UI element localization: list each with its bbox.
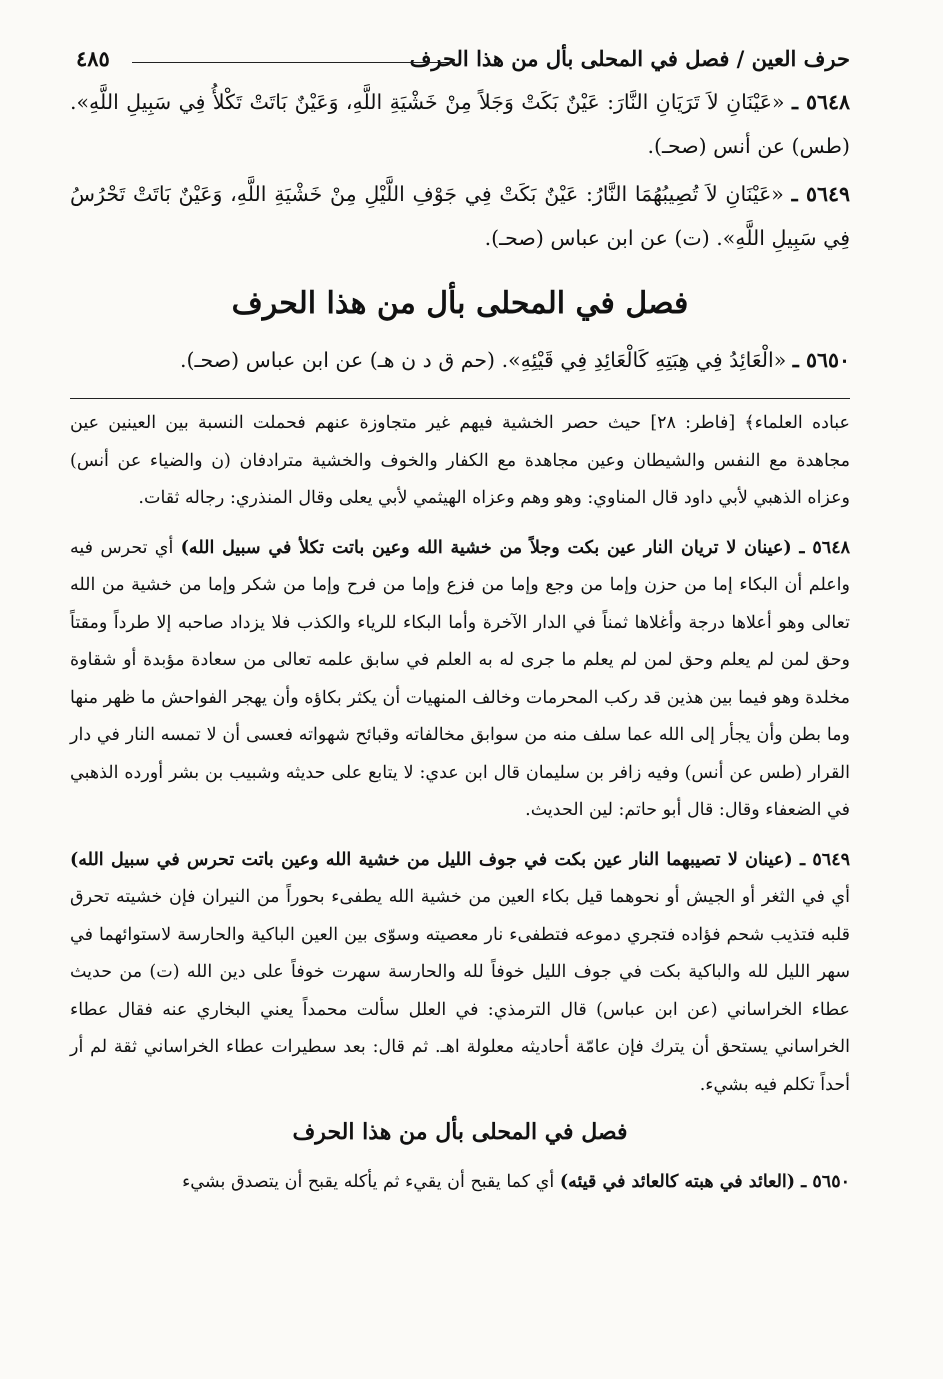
- section-title: فصل في المحلى بأل من هذا الحرف: [231, 286, 689, 321]
- commentary-5650: [70, 1164, 850, 1202]
- hadith-5649: [70, 172, 850, 260]
- running-title: حرف العين / فصل في المحلى بأل من هذا الحرف: [409, 46, 850, 71]
- hadith-5648: [70, 80, 850, 168]
- commentary-body: أي تحرس فيه واعلم أن البكاء إما من حزن وإما من وجع وإما من فزع وإما من فرح وإما من شكر وإما من خشية من الله تعالى وهو أعلاها درجة وأغلاها ثمناً في الدار الآخرة وأما البكاء للرياء والكذب فلا يزداد صاحبه إلا طرداً ومقتاً وحق لمن لم يعلم وحق لمن لم يعلم ما جرى له به العلم في سابق علمه تعالى من سعادة مؤبدة أو شقاوة مخلدة وهو فيما بين هذين قد ركب المحرمات وخالف المنهيات أن يكثر بكاؤه وأن يهجر الفواحش ما ظهر منها وما بطن وأن يجأر إلى الله عما سلف منه من سوابق مخالفاته وقبائح شهواته فعسى أن لا تمسه النار في دار القرار (طس عن أنس) وفيه زافر بن سليمان قال ابن عدي: لا يتابع على حديثه وشبيب بن بشر أورده الذهبي في الضعفاء وقال: قال أبو حاتم: لين الحديث.: [70, 537, 850, 820]
- hadith-5650: [70, 338, 850, 382]
- commentary-body: أي كما يقبح أن يقيء ثم يأكله يقبح أن يتصدق بشيء: [182, 1172, 555, 1192]
- page-header: [70, 40, 850, 80]
- page-number: ٤٨٥: [76, 46, 110, 71]
- commentary-divider: [70, 398, 850, 399]
- commentary-body: أي في الثغر أو الجيش أو نحوهما قيل بكاء العين من خشية الله يطفىء بحوراً من النيران فإن خشيته تحرق قلبه فتذيب شحم فؤاده فتجري دموعه فتطفىء نار معصيته وسوّى بين العين الباكية والحارسة لاستوائهما في سهر الليل لله والباكية بكت في جوف الليل خوفاً لله والحارسة سهرت خوفاً على دين الله (ت) من حديث عطاء الخراساني (عن ابن عباس) قال الترمذي: في العلل سألت محمداً يعني البخاري عنه فقال عطاء الخراساني يستحق أن يترك فإن عامّة أحاديثه معلولة اهـ. ثم قال: بعد سطيرات عطاء الخراساني ثقة لم أر أحداً تكلم فيه بشيء.: [70, 887, 850, 1095]
- hadith-number: ٥٦٤٩ ـ: [791, 182, 850, 206]
- commentary-5649: [70, 842, 850, 1105]
- commentary-lead: ٥٦٤٨ ـ (عينان لا تريان النار عين بكت وجلاً من خشية الله وعين باتت تكلأ في سبيل الله): [180, 537, 850, 558]
- hadith-text: «الْعَائِدُ فِي هِبَتِهِ كَالْعَائِدِ فِي قَيْئِهِ». (حم ق د ن هـ) عن ابن عباس (صحـ).: [180, 348, 787, 372]
- commentary-lead: ٥٦٥٠ ـ (العائد في هبته كالعائد في قيئه): [559, 1172, 850, 1192]
- commentary-intro: عباده العلماء﴾ [فاطر: ٢٨] حيث حصر الخشية فيهم غير متجاوزة عنهم فحملت النسبة بين العينين عين مجاهدة مع النفس والشيطان وعين مجاهدة مع الكفار والخوف والخشية مترادفان (ن والضياء عن أنس) وعزاه الذهبي لأبي داود قال المناوي: وهو وهم وعزاه الهيثمي لأبي يعلى وقال المنذري: رجاله ثقات.: [70, 413, 850, 508]
- commentary-5648: [70, 530, 850, 830]
- hadith-number: ٥٦٥٠ ـ: [792, 348, 850, 372]
- header-rule: [132, 62, 455, 63]
- hadith-text: «عَيْنَانِ لاَ تُصِيبُهُمَا النَّارُ: عَيْنٌ بَكَتْ فِي جَوْفِ اللَّيْلِ مِنْ خَشْيَةِ اللَّهِ، وَعَيْنٌ بَاتَتْ تَحْرُسُ فِي سَبِيلِ اللَّهِ». (ت) عن ابن عباس (صحـ).: [70, 182, 850, 250]
- hadith-text: «عَيْنَانِ لاَ تَرَيَانِ النَّارَ: عَيْنٌ بَكَتْ وَجَلاً مِنْ خَشْيَةِ اللَّهِ، وَعَيْنٌ بَاتَتْ تَكْلأُ فِي سَبِيلِ اللَّهِ». (طس) عن أنس (صحـ).: [70, 90, 850, 158]
- commentary-section-title: فصل في المحلى بأل من هذا الحرف: [292, 1119, 628, 1145]
- commentary-lead: ٥٦٤٩ ـ (عينان لا تصيبهما النار عين بكت في جوف الليل من خشية الله وعين باتت تحرس في سبيل الله): [70, 849, 850, 870]
- spacer: [70, 518, 850, 530]
- spacer: [70, 830, 850, 842]
- hadith-number: ٥٦٤٨ ـ: [791, 90, 850, 114]
- book-page: [70, 40, 850, 1202]
